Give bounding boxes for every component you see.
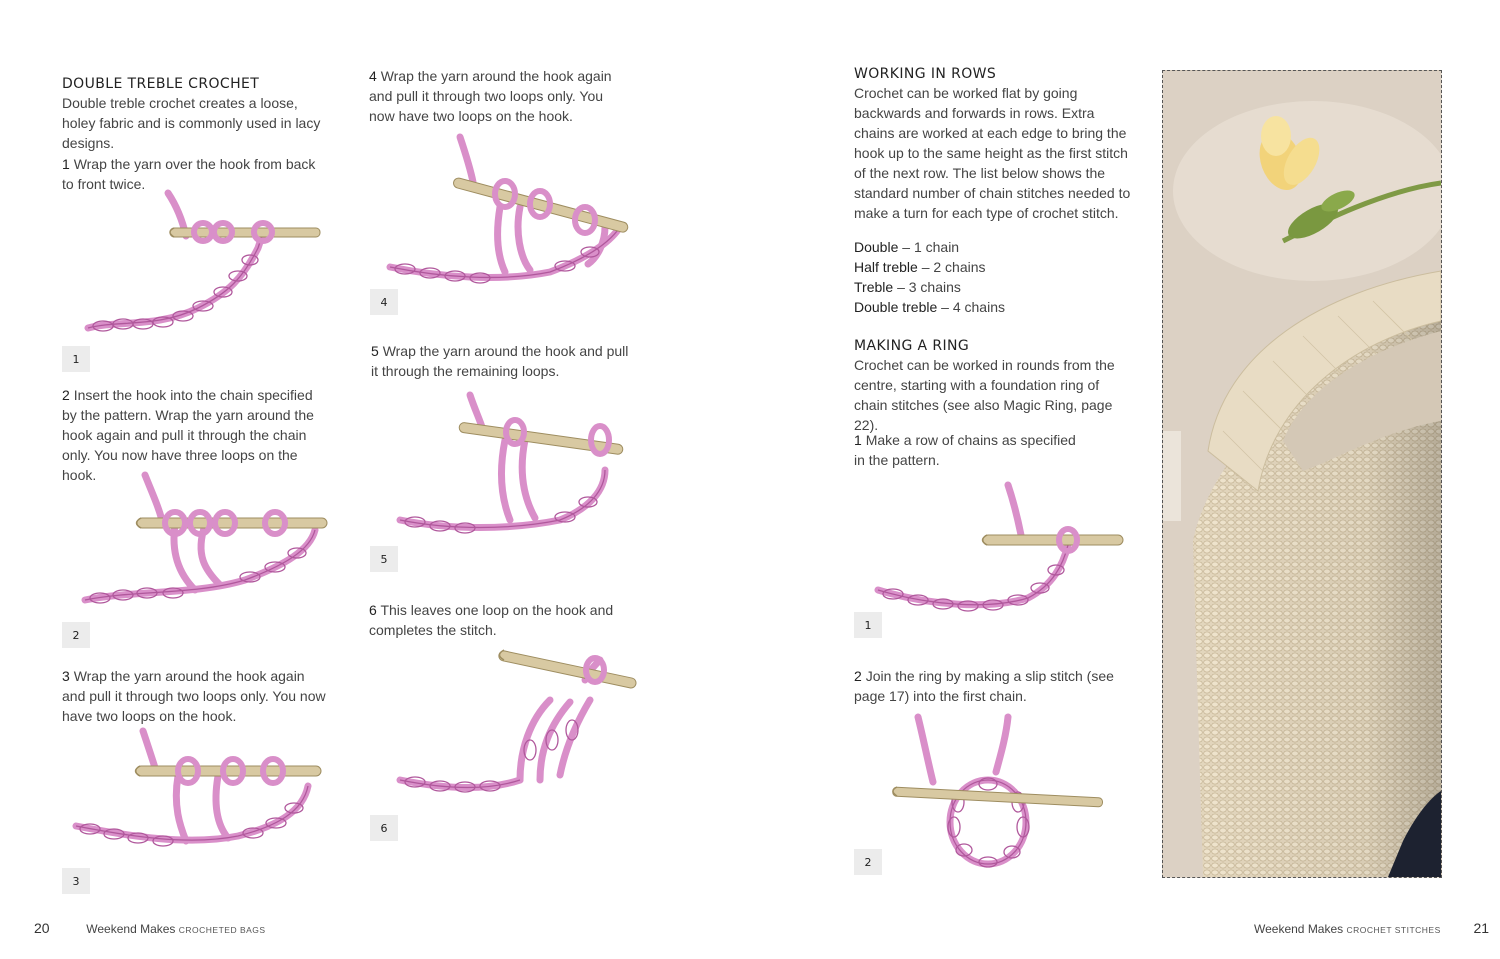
step-number: 2 — [62, 387, 70, 403]
step-number: 2 — [854, 668, 862, 684]
illustration-ring-step-1 — [868, 480, 1128, 620]
step-text: Wrap the yarn around the hook and pull it through the remaining loops. — [371, 343, 629, 379]
list-item: Treble – 3 chains — [854, 279, 961, 295]
step-4-text — [369, 66, 631, 126]
illustration-step-2 — [75, 470, 330, 620]
section-name: CROCHETED BAGS — [178, 925, 266, 935]
step-text: Insert the hook into the chain specified by the pattern. Wrap the yarn around the hook again and pull it through the chain only. You now have three loops on the hook. — [62, 387, 314, 483]
turning-chain-list — [854, 237, 1134, 317]
step-text: Wrap the yarn around the hook again and pull it through two loops only. You now have two loops on the hook. — [369, 68, 612, 124]
book-title: Weekend Makes — [86, 922, 176, 936]
step-badge: 1 — [62, 346, 90, 372]
step-badge: 1 — [854, 612, 882, 638]
section-name: CROCHET STITCHES — [1346, 925, 1441, 935]
section-double-treble — [62, 76, 324, 153]
step-3-text — [62, 666, 327, 726]
step-number: 1 — [62, 156, 70, 172]
footer-left — [34, 920, 266, 936]
step-number: 6 — [369, 602, 377, 618]
step-number: 5 — [371, 343, 379, 359]
ring-text: Crochet can be worked in rounds from the centre, starting with a foundation ring of chain stitches (see also Magic Ring, page 22). — [854, 357, 1115, 433]
footer-right — [1254, 920, 1489, 936]
step-text: Join the ring by making a slip stitch (see page 17) into the first chain. — [854, 668, 1114, 704]
step-text: This leaves one loop on the hook and completes the stitch. — [369, 602, 614, 638]
list-item: Half treble – 2 chains — [854, 259, 986, 275]
step-number: 4 — [369, 68, 377, 84]
step-6-text — [369, 600, 631, 640]
illustration-step-1 — [78, 188, 328, 348]
page-number: 21 — [1473, 920, 1490, 936]
step-text: Wrap the yarn around the hook again and pull it through two loops only. You now have two loops on the hook. — [62, 668, 326, 724]
step-badge: 2 — [62, 622, 90, 648]
list-item: Double – 1 chain — [854, 239, 960, 255]
crochet-bag-photo — [1162, 70, 1442, 878]
section-making-a-ring — [854, 338, 1134, 435]
page-number: 20 — [34, 920, 50, 936]
step-badge: 3 — [62, 868, 90, 894]
section-working-in-rows — [854, 66, 1134, 223]
ring-step-2-text — [854, 666, 1129, 706]
illustration-step-3 — [68, 726, 323, 866]
intro-text: Double treble crochet creates a loose, holey fabric and is commonly used in lacy designs. — [62, 95, 321, 151]
illustration-step-6 — [390, 640, 645, 800]
step-text: Wrap the yarn over the hook from back to front twice. — [62, 156, 316, 192]
step-badge: 2 — [854, 849, 882, 875]
step-number: 1 — [854, 432, 862, 448]
step-badge: 4 — [370, 289, 398, 315]
illustration-step-5 — [390, 390, 630, 540]
step-5-text — [371, 341, 636, 381]
illustration-ring-step-2 — [888, 712, 1108, 872]
ring-title: MAKING A RING — [854, 338, 970, 354]
book-title: Weekend Makes — [1254, 922, 1344, 936]
illustration-step-4 — [380, 132, 635, 292]
rows-text: Crochet can be worked flat by going backwards and forwards in rows. Extra chains are worked at each edge to bring the hook up to the same height as the first stitch of the next row. The list below shows the standard number of chain stitches needed to make a turn for each type of crochet stitch. — [854, 85, 1131, 221]
section-title: DOUBLE TREBLE CROCHET — [62, 76, 260, 92]
step-text: Make a row of chains as specified in the pattern. — [854, 432, 1076, 468]
rows-title: WORKING IN ROWS — [854, 66, 997, 82]
step-badge: 6 — [370, 815, 398, 841]
ring-step-1-text — [854, 430, 1084, 470]
step-badge: 5 — [370, 546, 398, 572]
list-item: Double treble – 4 chains — [854, 299, 1005, 315]
step-number: 3 — [62, 668, 70, 684]
